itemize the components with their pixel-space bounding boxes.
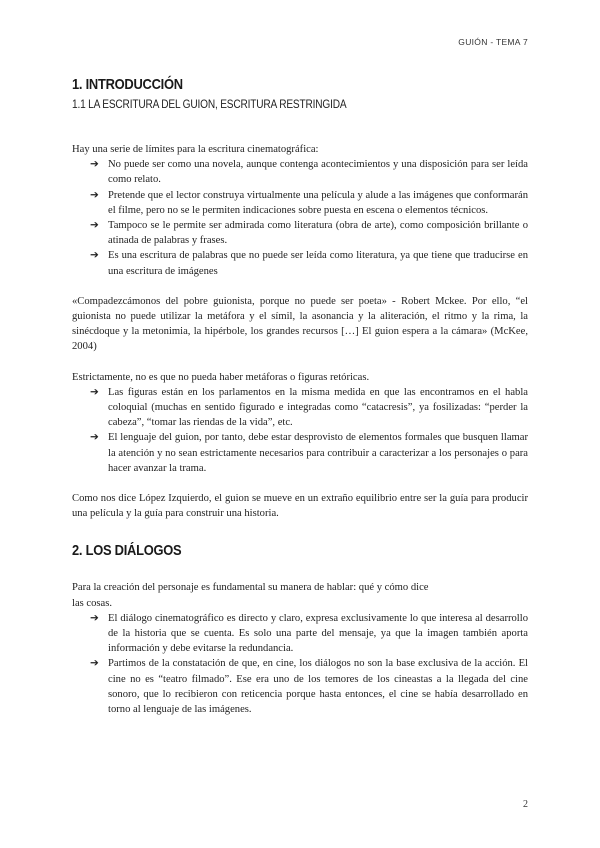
figures-list bbox=[72, 385, 528, 476]
strict-paragraph: Estrictamente, no es que no pueda haber metáforas o figuras retóricas. bbox=[72, 371, 370, 383]
mckee-quote-paragraph: «Compadezcámonos del pobre guionista, porque no puede ser poeta» - Robert Mckee. Por ello, “el guionista no puede utilizar la metáfora y el símil, la asonancia y la aliteración, el ritmo y la rima, la sinécdoque y la metonimia, la hipérbole, los grandes recursos […] El guion espera a la cámara» (McKee, 2004) bbox=[72, 295, 528, 353]
arrow-icon: ➔ bbox=[90, 386, 99, 398]
list-item bbox=[90, 218, 528, 248]
list-item-text: Tampoco se le permite ser admirada como literatura (obra de arte), como composición brillante o atinada de palabras y frases. bbox=[108, 220, 528, 247]
arrow-icon: ➔ bbox=[90, 250, 99, 262]
arrow-icon: ➔ bbox=[90, 189, 99, 201]
arrow-icon: ➔ bbox=[90, 220, 99, 232]
list-item bbox=[90, 430, 528, 476]
page-number: 2 bbox=[523, 799, 528, 810]
page-content bbox=[72, 76, 528, 717]
closing-paragraph: Como nos dice López Izquierdo, el guion se mueve en un extraño equilibrio entre ser la guía para producir una película y la guía para construir una historia. bbox=[72, 493, 528, 520]
list-item-text: El diálogo cinematográfico es directo y claro, expresa exclusivamente lo que interesa al desarrollo de la historia que se cuenta. Es solo una parte del mensaje, ya que la imagen también aporta información y debe evitarse la redundancia. bbox=[108, 612, 528, 655]
list-item bbox=[90, 385, 528, 431]
dialog-intro-line-1: Para la creación del personaje es fundamental su manera de hablar: qué y cómo dice bbox=[72, 582, 429, 594]
list-item-text: No puede ser como una novela, aunque contenga acontecimientos y una disposición para ser leída como relato. bbox=[108, 159, 528, 186]
list-item bbox=[90, 157, 528, 187]
section-1-subtitle: 1.1 LA ESCRITURA DEL GUION, ESCRITURA RESTRINGIDA bbox=[72, 99, 347, 111]
list-item bbox=[90, 656, 528, 717]
list-item-text: Es una escritura de palabras que no puede ser leída como literatura, ya que tiene que traducirse en una escritura de imágenes bbox=[108, 250, 528, 277]
intro-paragraph: Hay una serie de límites para la escritura cinematográfica: bbox=[72, 144, 319, 155]
list-item-text: Las figuras están en los parlamentos en la misma medida en que las encontramos en el habla coloquial (muchas en sentido figurado e integradas como “catacresis”, ya fosilizadas: “perder la cabeza”, “tomar las riendas de la vida”, etc. bbox=[108, 386, 528, 429]
dialog-intro-line-2: las cosas. bbox=[72, 597, 113, 609]
list-item bbox=[90, 611, 528, 657]
list-item bbox=[90, 188, 528, 218]
dialog-list bbox=[72, 611, 528, 717]
arrow-icon: ➔ bbox=[90, 432, 99, 444]
section-2-title: 2. LOS DIÁLOGOS bbox=[72, 542, 182, 560]
arrow-icon: ➔ bbox=[90, 658, 99, 670]
arrow-icon: ➔ bbox=[90, 159, 99, 171]
list-item-text: Pretende que el lector construya virtualmente una película y alude a las imágenes que conformarán el filme, pero no se le permiten indicaciones sobre puesta en escena o elementos técnicos. bbox=[108, 189, 528, 216]
arrow-icon: ➔ bbox=[90, 612, 99, 624]
limits-list bbox=[72, 157, 528, 279]
list-item-text: El lenguaje del guion, por tanto, debe estar desprovisto de elementos formales que busquen llamar la atención y no sean estrictamente necesarios para contribuir a caracterizar a los personajes o para hacer avanzar la trama. bbox=[108, 432, 528, 474]
running-header: GUIÓN - TEMA 7 bbox=[458, 37, 528, 47]
list-item bbox=[90, 248, 528, 278]
section-1-title: 1. INTRODUCCIÓN bbox=[72, 76, 183, 93]
list-item-text: Partimos de la constatación de que, en cine, los diálogos no son la base exclusiva de la acción. El cine no es “teatro filmado”. Ese era uno de los temores de los cineastas a la llegada del cine sonoro, que lo recibieron con reticencia porque hasta entonces, el cine se había desarrollado en torno al lenguaje de las imágenes. bbox=[108, 658, 528, 716]
